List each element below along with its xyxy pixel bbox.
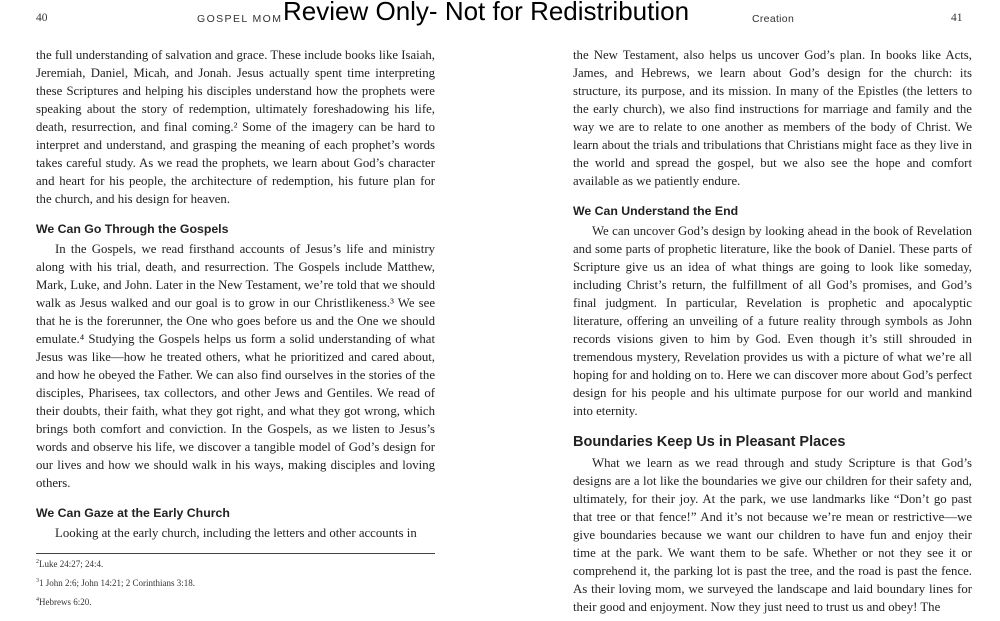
left-page-number: 40 bbox=[36, 12, 48, 24]
watermark-text: Review Only- Not for Redistribution bbox=[283, 0, 690, 26]
body-paragraph: Looking at the early church, including the letters and other accounts in bbox=[55, 526, 417, 540]
chapter-subheading: Boundaries Keep Us in Pleasant Places bbox=[573, 434, 846, 450]
section-heading: We Can Gaze at the Early Church bbox=[36, 506, 230, 520]
left-running-head: GOSPEL MOM bbox=[197, 13, 283, 25]
footnote-text: Luke 24:27; 24:4. bbox=[39, 559, 104, 569]
body-paragraph: the full understanding of salvation and grace. These include books like Isaiah, Jeremiah, Daniel, Micah, and Jonah. Jesus actually spent time interpreting these Scriptures and helping his disciples understand how the prophets were speaking about the story of redemption, ultimately foreshadowing his life, death, resurrection, and final coming.² Some of the imagery can be hard to interpret and understand, and grasping the meaning of each prophet’s words takes careful study. As we read the prophets, we learn about God’s character and heart for his people, the architecture of redemption, his future plan for the church, and his design for heaven. bbox=[36, 48, 435, 206]
footnote-mark: 3 bbox=[36, 578, 39, 584]
footnotes bbox=[36, 554, 435, 611]
body-paragraph: We can uncover God’s design by looking ahead in the book of Revelation and some parts of prophetic literature, like the book of Daniel. These parts of Scripture give us an idea of what things are going to look like someday, including Christ’s return, the fulfillment of all God’s promises, and God’s final judgment. In particular, Revelation is prophetic and apocalyptic literature, offering an unveiling of a future reality through symbols as John records visions given to him by God. Even though it’s still shrouded in tremendous mystery, Revelation provides us with a picture of what we’re all hoping for and holding on to. Here we can discover more about God’s perfect design for his people and his ultimate purpose for our world and mankind into eternity. bbox=[573, 224, 972, 418]
right-page-number: 41 bbox=[951, 12, 963, 24]
section-heading: We Can Go Through the Gospels bbox=[36, 222, 229, 236]
footnote-mark: 4 bbox=[36, 597, 39, 603]
left-page-body bbox=[36, 46, 435, 542]
right-running-head: Creation bbox=[752, 13, 795, 25]
footnote bbox=[36, 573, 435, 592]
footnote-text: 1 John 2:6; John 14:21; 2 Corinthians 3:18. bbox=[39, 578, 196, 588]
footnote bbox=[36, 554, 435, 573]
body-paragraph: the New Testament, also helps us uncover God’s plan. In books like Acts, James, and Hebrews, we learn about God’s design for the church: its structure, its purpose, and its mission. In many of the Epistles (the letters to the early church), we also find instructions for marriage and family and the way we are to relate to one another as members of the body of Christ. We learn about the trials and tribulations that Christians might face as they live in the world and spread the gospel, but we also see the hope and comfort available as we patiently endure. bbox=[573, 48, 972, 188]
footnote-mark: 2 bbox=[36, 559, 39, 565]
right-page-body bbox=[573, 46, 972, 616]
body-paragraph: In the Gospels, we read firsthand accounts of Jesus’s life and ministry along with his trial, death, and resurrection. The Gospels include Matthew, Mark, Luke, and John. Later in the New Testament, we’re told that we should walk as Jesus walked and our goal is to grow in our Christlikeness.³ We see that he is the forerunner, the One who goes before us and the One we should emulate.⁴ Studying the Gospels helps us form a solid understanding of what Jesus was like—how he treated others, what he prioritized and cared about, and how he obeyed the Father. We can also find ourselves in the stories of the disciples, Pharisees, tax collectors, and other Jews and Gentiles. We read of their doubts, their faith, what they got right, and what they got wrong, which brings both comfort and conviction. In the Gospels, as we listen to Jesus’s words and observe his life, we discover a tangible model of God’s design for our lives and how we should walk in his ways, making disciples and loving others. bbox=[36, 242, 435, 490]
section-heading: We Can Understand the End bbox=[573, 204, 739, 218]
footnote-text: Hebrews 6:20. bbox=[39, 597, 92, 607]
body-paragraph: What we learn as we read through and study Scripture is that God’s designs are a lot like the boundaries we give our children for their safety and, ultimately, for their joy. At the park, we use landmarks like “Don’t go past that tree or that fence!” And it’s not because we’re mean or restrictive—we give boundaries because we want our children to have fun and enjoy their time at the park. We want them to be safe. Whether or not they see it or comprehend it, the parking lot is past the tree, and the road is past the fence. As their loving mom, we surveyed the landscape and laid boundary lines for their good and enjoyment. Now they just need to trust us and obey! The bbox=[573, 456, 972, 614]
footnote bbox=[36, 592, 435, 611]
